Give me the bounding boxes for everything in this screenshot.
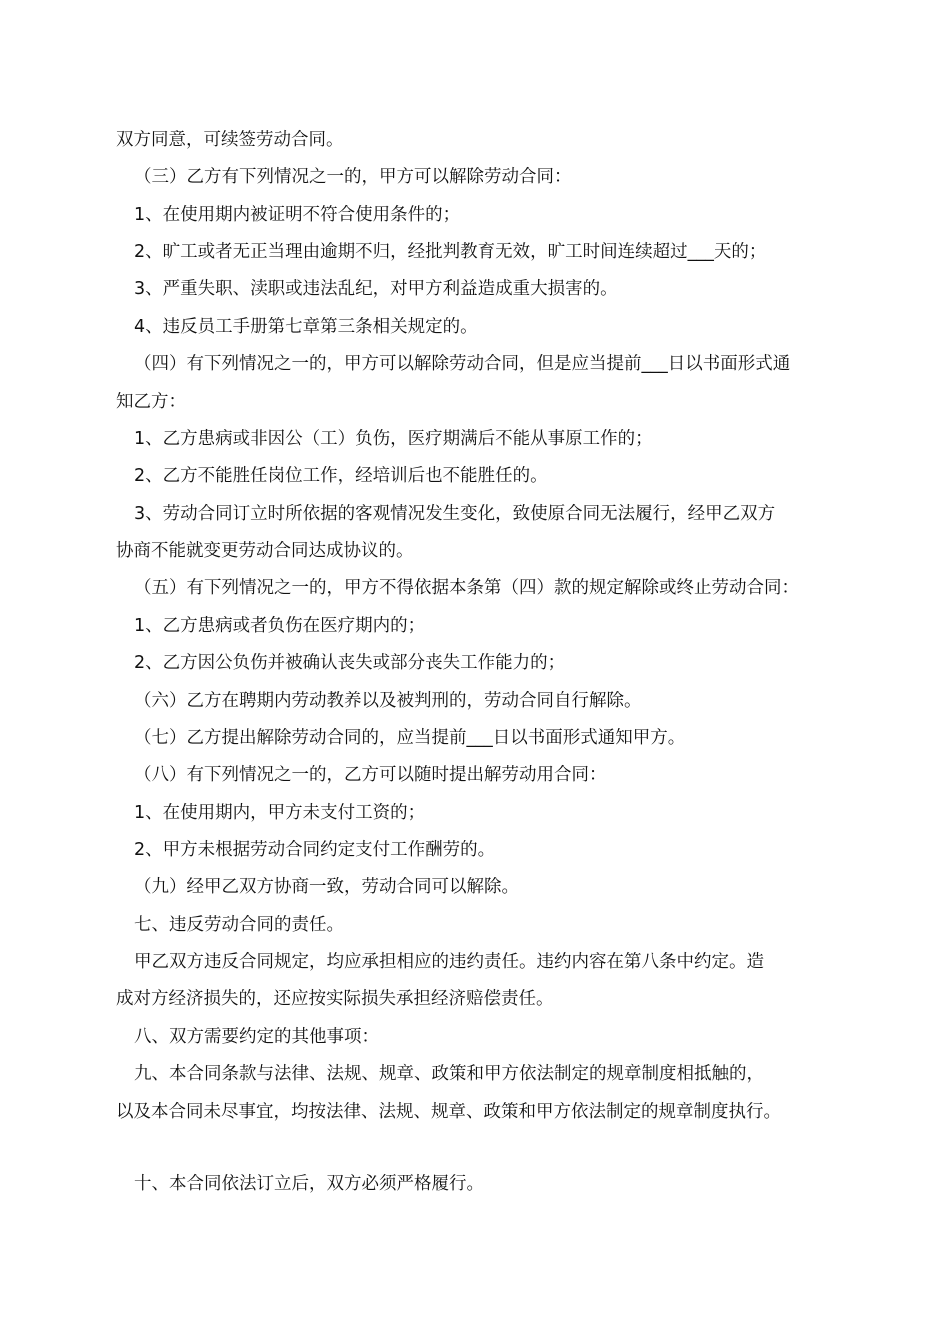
- text-line: （八）有下列情况之一的，乙方可以随时提出解劳动用合同：: [134, 765, 607, 785]
- text-line: 3、劳动合同订立时所依据的客观情况发生变化，致使原合同无法履行，经甲乙双方: [134, 504, 776, 524]
- text-line: 双方同意，可续签劳动合同。: [116, 130, 344, 150]
- text-line: 甲乙双方违反合同规定，均应承担相应的违约责任。违约内容在第八条中约定。造: [134, 952, 764, 972]
- text-line: 九、本合同条款与法律、法规、规章、政策和甲方依法制定的规章制度相抵触的，: [134, 1064, 764, 1084]
- text-line: 2、乙方不能胜任岗位工作，经培训后也不能胜任的。: [134, 466, 548, 486]
- text-line: 1、乙方患病或者负伤在医疗期内的；: [134, 616, 426, 636]
- text-line: 成对方经济损失的，还应按实际损失承担经济赔偿责任。: [116, 989, 554, 1009]
- text-line: （六）乙方在聘期内劳动教养以及被判刑的，劳动合同自行解除。: [134, 691, 642, 711]
- text-line: （五）有下列情况之一的，甲方不得依据本条第（四）款的规定解除或终止劳动合同：: [134, 578, 799, 598]
- text-line: 知乙方：: [116, 392, 186, 412]
- text-line: （七）乙方提出解除劳动合同的，应当提前___日以书面形式通知甲方。: [134, 728, 686, 748]
- text-line: （九）经甲乙双方协商一致，劳动合同可以解除。: [134, 877, 519, 897]
- text-line: 1、在使用期内被证明不符合使用条件的；: [134, 205, 461, 225]
- text-line: 3、严重失职、渎职或违法乱纪，对甲方利益造成重大损害的。: [134, 279, 618, 299]
- text-line: 十、本合同依法订立后，双方必须严格履行。: [134, 1174, 484, 1194]
- text-line: 2、旷工或者无正当理由逾期不归，经批判教育无效，旷工时间连续超过___天的；: [134, 242, 767, 262]
- text-line: 1、乙方患病或非因公（工）负伤，医疗期满后不能从事原工作的；: [134, 429, 653, 449]
- text-line: 协商不能就变更劳动合同达成协议的。: [116, 541, 414, 561]
- text-line: 以及本合同未尽事宜，均按法律、法规、规章、政策和甲方依法制定的规章制度执行。: [116, 1102, 781, 1122]
- text-line: （三）乙方有下列情况之一的，甲方可以解除劳动合同：: [134, 167, 572, 187]
- text-line: 2、乙方因公负伤并被确认丧失或部分丧失工作能力的；: [134, 653, 566, 673]
- text-line: 八、双方需要约定的其他事项：: [134, 1027, 379, 1047]
- text-line: 2、甲方未根据劳动合同约定支付工作酬劳的。: [134, 840, 496, 860]
- text-line: （四）有下列情况之一的，甲方可以解除劳动合同，但是应当提前___日以书面形式通: [134, 354, 791, 374]
- text-line: 七、违反劳动合同的责任。: [134, 915, 344, 935]
- text-line: 1、在使用期内，甲方未支付工资的；: [134, 803, 426, 823]
- text-line: 4、违反员工手册第七章第三条相关规定的。: [134, 317, 478, 337]
